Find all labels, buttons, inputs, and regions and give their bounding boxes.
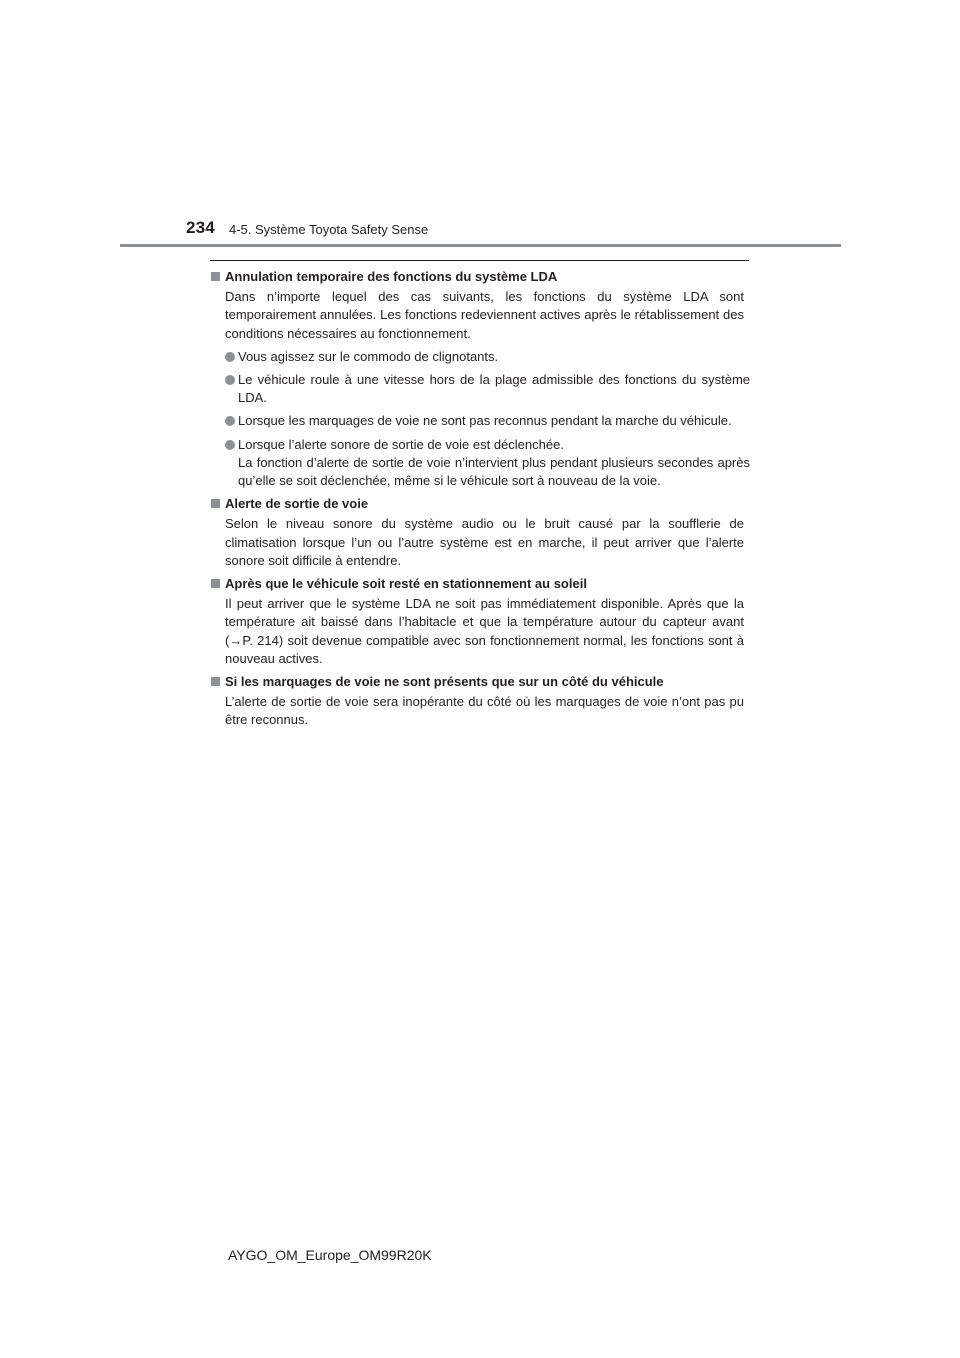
header-divider — [120, 244, 841, 247]
section-paragraph: Il peut arriver que le système LDA ne soit pas immédiatement disponible. Après que la température ait baissé dans l’habitacle et que la température autour du capteur avant (→P. 214) soit devenue compatible avec son fonctionnement normal, les fonctions sont à nouveau actives. — [225, 596, 744, 666]
section-lane-departure-alert — [210, 495, 750, 570]
circle-bullet-icon — [225, 352, 235, 362]
section-paragraph: Dans n’importe lequel des cas suivants, les fonctions du système LDA sont temporairement annulées. Les fonctions redeviennent actives après le rétablissement des conditions nécessaires au fonctionnement. — [225, 289, 744, 341]
square-bullet-icon — [211, 579, 220, 588]
section-paragraph: L’alerte de sortie de voie sera inopérante du côté où les marquages de voie n’ont pas pu être reconnus. — [225, 694, 744, 728]
section-heading-text: Si les marquages de voie ne sont présents que sur un côté du véhicule — [225, 674, 664, 690]
circle-bullet-icon — [225, 440, 235, 450]
section-lda-temporary-cancel — [210, 268, 750, 490]
square-bullet-icon — [211, 677, 220, 686]
square-bullet-icon — [211, 272, 220, 281]
section-heading — [210, 495, 750, 513]
section-parked-in-sun — [210, 575, 750, 668]
list-item-text: Lorsque les marquages de voie ne sont pas reconnus pendant la marche du véhicule. — [238, 413, 732, 429]
list-item — [210, 371, 750, 407]
section-heading — [210, 268, 750, 286]
section-heading-text: Après que le véhicule soit resté en stationnement au soleil — [225, 576, 587, 592]
page-number: 234 — [186, 218, 215, 237]
list-item — [210, 412, 750, 430]
list-item — [210, 348, 750, 366]
list-item-text: Vous agissez sur le commodo de clignotants. — [238, 348, 499, 364]
page-content — [210, 268, 750, 730]
list-item — [210, 436, 750, 491]
document-code: AYGO_OM_Europe_OM99R20K — [228, 1247, 432, 1263]
section-title: 4-5. Système Toyota Safety Sense — [229, 222, 429, 237]
section-heading — [210, 575, 750, 593]
section-one-side-markings — [210, 673, 750, 730]
square-bullet-icon — [211, 499, 220, 508]
circle-bullet-icon — [225, 416, 235, 426]
list-item-continuation: La fonction d’alerte de sortie de voie n’intervient plus pendant plusieurs secondes après qu’elle se soit déclenchée, même si le véhicule sort à nouveau de la voie. — [238, 454, 750, 489]
content-divider — [210, 260, 749, 261]
section-heading-text: Alerte de sortie de voie — [225, 496, 369, 512]
list-item-text: Lorsque l’alerte sonore de sortie de voie est déclenchée. — [238, 436, 564, 452]
section-paragraph: Selon le niveau sonore du système audio ou le bruit causé par la soufflerie de climatisation lorsque l’un ou l’autre système est en marche, il peut arriver que l’alerte sonore soit difficile à entendre. — [225, 516, 744, 568]
section-heading — [210, 673, 750, 691]
section-heading-text: Annulation temporaire des fonctions du système LDA — [225, 269, 558, 284]
list-item-text: Le véhicule roule à une vitesse hors de la plage admissible des fonctions du système LDA. — [238, 372, 750, 406]
circle-bullet-icon — [225, 375, 235, 385]
